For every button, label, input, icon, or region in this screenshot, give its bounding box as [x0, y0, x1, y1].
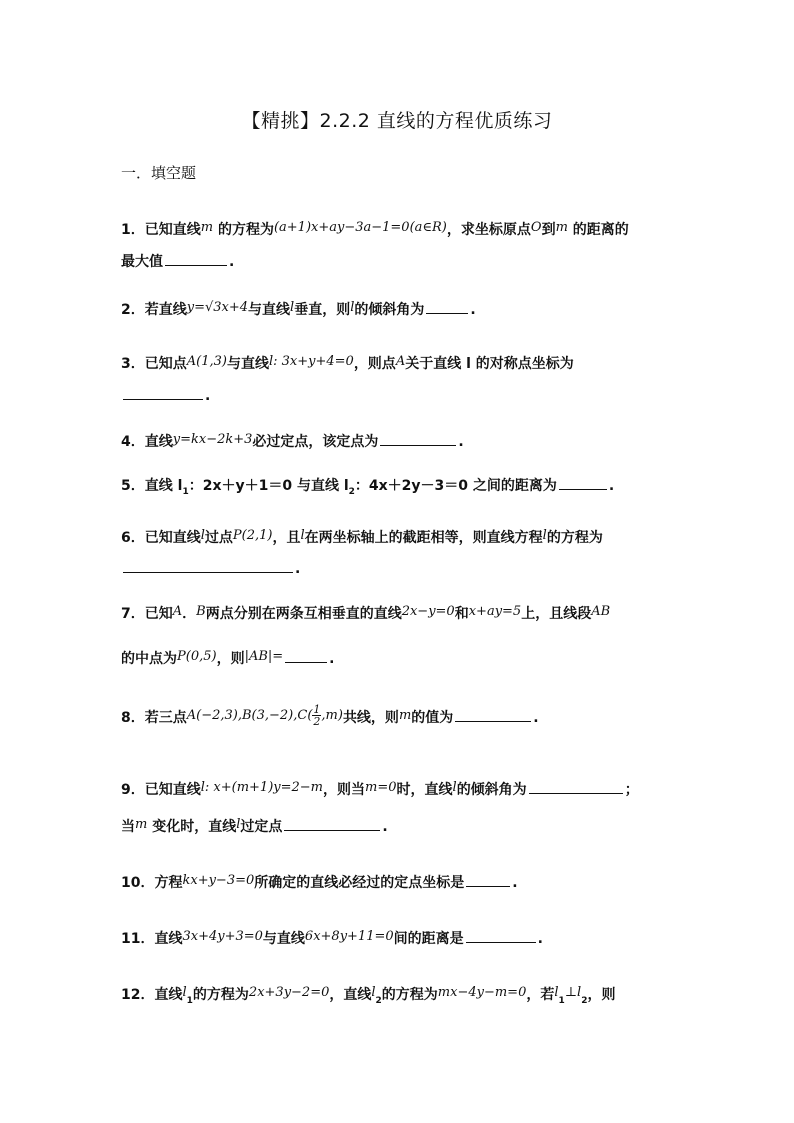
question-4: 4．直线y=kx−2k+3必过定点，该定点为 . — [121, 428, 691, 457]
answer-blank[interactable] — [284, 814, 380, 831]
question-10: 10．方程kx+y−3=0所确定的直线必经过的定点坐标是 . — [121, 869, 691, 898]
question-11: 11．直线3x+4y+3=0与直线6x+8y+11=0间的距离是 . — [121, 925, 691, 954]
question-2: 2．若直线y=√3x+4与直线l垂直，则l的倾斜角为 . — [121, 296, 691, 325]
question-6: 6．已知直线l过点P(2,1)，且l在两坐标轴上的截距相等，则直线方程l的方程为 — [121, 528, 603, 546]
question-8: 8．若三点A(−2,3),B(3,−2),C( $\frac{1}{2}$ ,m)共线，则m的值为 . — [121, 702, 539, 728]
question-9: 9．已知直线l: x+(m+1)y=2−m，则当m=0时，直线l的倾斜角为 ； — [121, 776, 691, 805]
question-5: 5．直线 $l_1$：2x＋y＋1＝0 与直线 $l_2$：4x＋2y－3＝0 之间的距离为 . — [121, 472, 691, 506]
answer-blank[interactable] — [559, 473, 607, 490]
answer-blank[interactable] — [455, 705, 531, 722]
answer-blank[interactable] — [466, 926, 536, 943]
answer-blank[interactable] — [529, 777, 623, 794]
question-1-cont: 最大值 . — [121, 248, 691, 276]
answer-blank[interactable] — [285, 646, 327, 663]
answer-blank[interactable] — [466, 870, 510, 887]
question-3: 3．已知点A(1,3)与直线l: 3x+y+4=0，则点A关于直线 l 的对称点坐标为 — [121, 354, 574, 372]
question-6-cont: . — [121, 555, 691, 583]
section-heading: 一．填空题 — [121, 164, 197, 182]
question-7: 7．已知A．B两点分别在两条互相垂直的直线2x−y=0和x+ay=5上，且线段AB — [121, 604, 611, 622]
fraction-one-half: $\frac{1}{2}$ — [313, 702, 321, 728]
question-9-cont: 当m 变化时，直线l过定点 . — [121, 813, 691, 842]
page-title: 【精挑】2.2.2 直线的方程优质练习 — [241, 110, 553, 132]
answer-blank[interactable] — [380, 429, 456, 446]
answer-blank[interactable] — [123, 383, 203, 400]
answer-blank[interactable] — [123, 556, 293, 573]
question-7-cont: 的中点为P(0,5)，则|AB|= . — [121, 645, 691, 674]
question-12: 12．直线$l_1$的方程为2x+3y−2=0，直线$l_2$的方程为mx−4y−m=0，若$l_1\perp l_2$，则 — [121, 985, 616, 1006]
question-3-cont: . — [121, 382, 691, 410]
answer-blank[interactable] — [426, 297, 468, 314]
answer-blank[interactable] — [165, 249, 227, 266]
question-1: 1．已知直线m 的方程为(a+1)x+ay−3a−1=0(a∈R)，求坐标原点O到m 的距离的 — [121, 220, 629, 238]
